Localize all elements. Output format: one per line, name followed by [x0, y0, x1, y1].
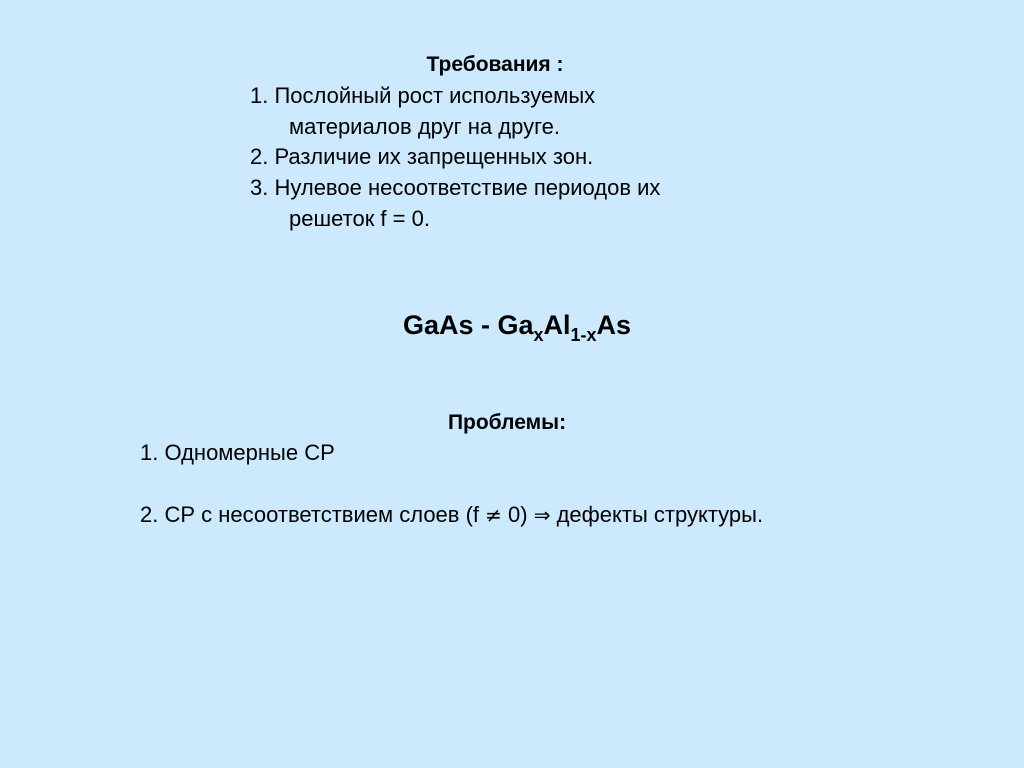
requirement-2: 2. Различие их запрещенных зон.: [250, 144, 594, 169]
formula-part-2: Al: [543, 310, 571, 340]
formula-part-3: As: [596, 310, 632, 340]
heterostructure-formula: [0, 310, 1024, 345]
formula-subscript-1-x: 1-x: [570, 325, 597, 345]
problem-2-middle: 0): [501, 502, 534, 527]
problem-2-suffix: дефекты структуры.: [550, 502, 764, 527]
problems-heading: Проблемы:: [447, 411, 567, 434]
problem-2-prefix: 2. СР с несоответствием слоев (f: [140, 502, 486, 527]
requirement-1-line-2: материалов друг на друге.: [289, 114, 560, 139]
requirement-3-line-1: 3. Нулевое несоответствие периодов их: [250, 175, 661, 200]
problem-1: 1. Одномерные СР: [140, 440, 335, 465]
requirement-3-line-2: решеток f = 0.: [289, 206, 430, 231]
formula-part-1: GaAs - Ga: [402, 310, 534, 340]
problem-2: [140, 502, 763, 528]
requirement-1-line-1: 1. Послойный рост используемых: [250, 83, 596, 108]
requirements-heading: Требования :: [426, 53, 564, 76]
implies-arrow-icon: ⇒: [533, 503, 551, 527]
not-equal-symbol: ≠: [485, 503, 502, 527]
formula-subscript-x: x: [533, 325, 544, 345]
